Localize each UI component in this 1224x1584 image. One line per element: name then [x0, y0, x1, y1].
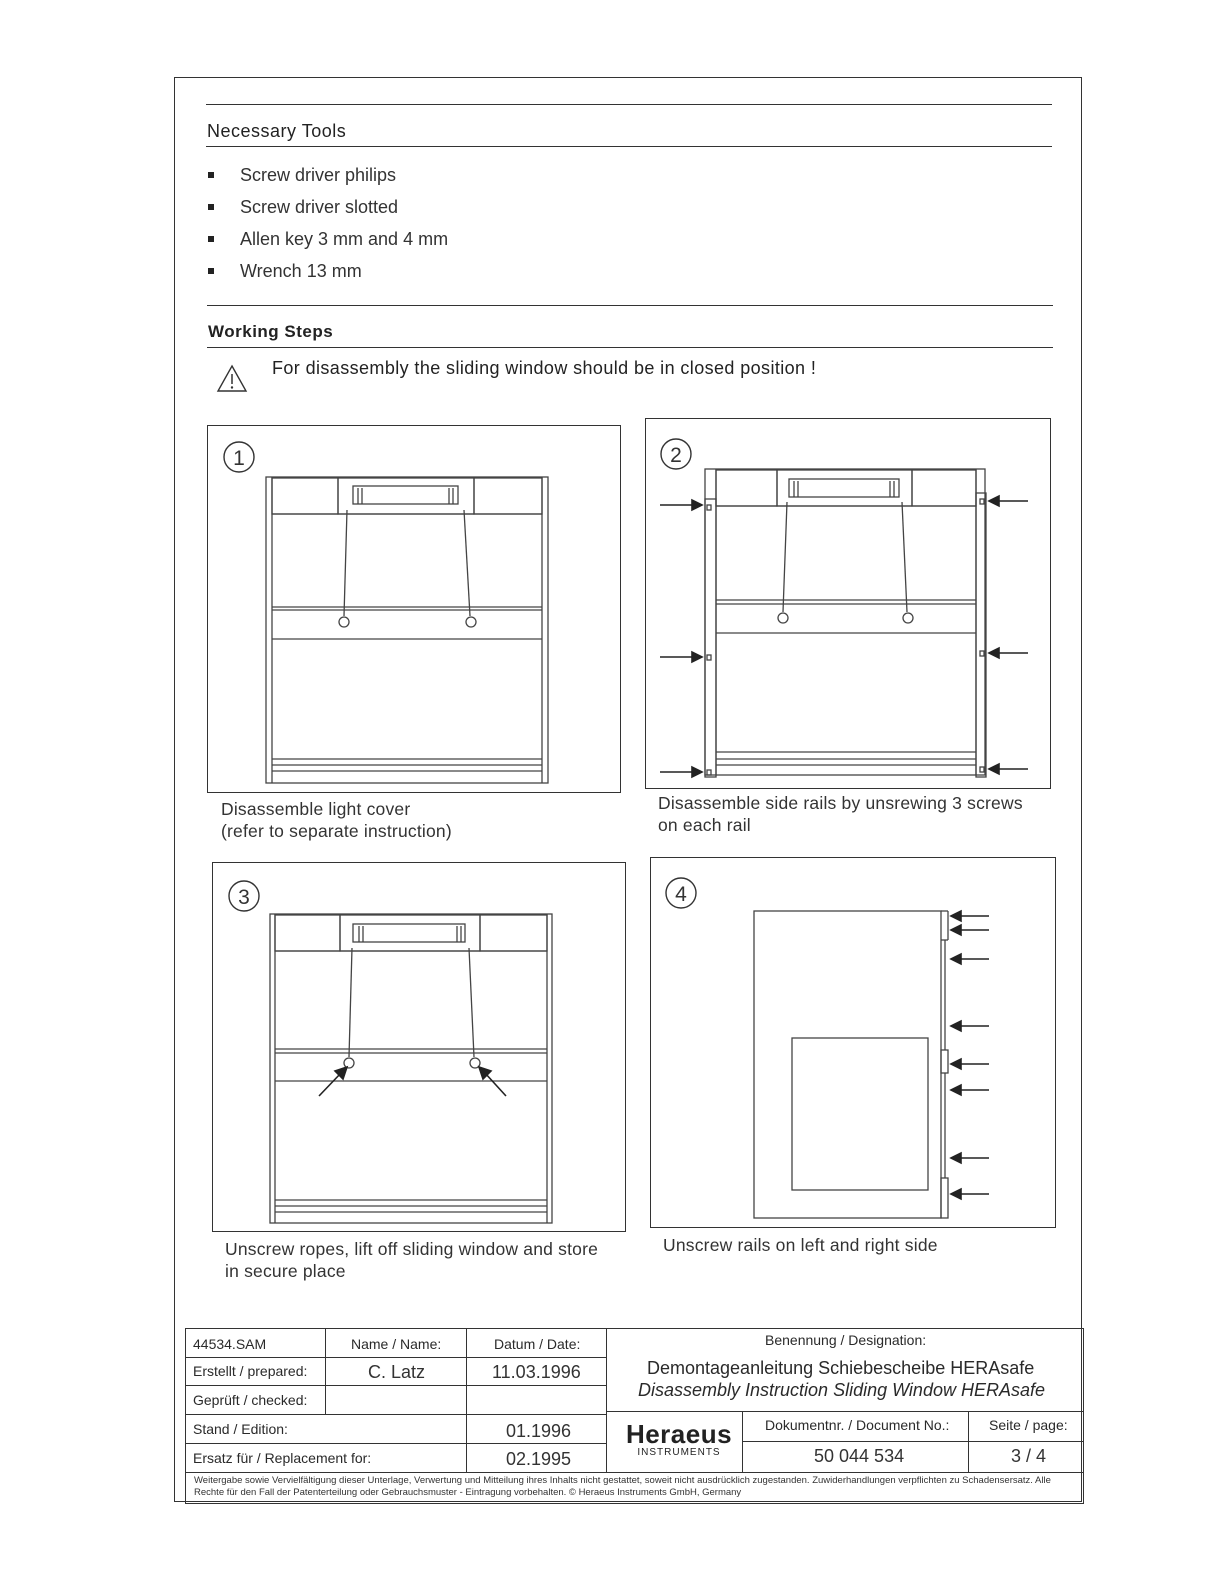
heraeus-logo: Heraeus INSTRUMENTS [625, 1419, 733, 1458]
prepared-name: C. Latz [368, 1362, 426, 1382]
legal-notice: Weitergabe sowie Vervielfältigung dieser Unterlage, Verwertung und Mitteilung ihres Inhalts nicht gestattet, soweit nicht ausdrücklich zugestanden. Zuwiderhandlungen verpflichten zu Schadensersatz. Alle Rechte für den Fall der Patenterteilung oder Gebrauchsmuster - Eintragung vorbehalten. © Heraeus Instruments GmbH, Germany [194, 1475, 1051, 1498]
date-header: Datum / Date: [494, 1336, 581, 1352]
bullet-icon [208, 172, 214, 178]
warning-icon [216, 364, 248, 394]
checked-label: Geprüft / checked: [193, 1392, 308, 1408]
step-1-caption: Disassemble light cover (refer to separate instruction) [221, 799, 452, 841]
edition-label: Stand / Edition: [193, 1421, 288, 1437]
title-block [185, 1328, 1084, 1504]
page-number: 3 / 4 [1011, 1446, 1047, 1466]
replacement-date: 02.1995 [506, 1449, 572, 1469]
list-item: Screw driver slotted [204, 195, 448, 227]
step-4-panel [650, 857, 1056, 1228]
bullet-icon [208, 204, 214, 210]
step-3-panel [212, 862, 626, 1232]
step-number: 4 [675, 883, 687, 906]
list-item: Wrench 13 mm [204, 259, 448, 291]
designation-header: Benennung / Designation: [765, 1332, 927, 1348]
steps-heading: Working Steps [208, 322, 334, 341]
document-number: 50 044 534 [814, 1446, 905, 1466]
docno-label: Dokumentnr. / Document No.: [765, 1417, 950, 1433]
page-label: Seite / page: [989, 1417, 1068, 1433]
warning-text: For disassembly the sliding window should be in closed position ! [272, 358, 817, 378]
designation-german: Demontageanleitung Schiebescheibe HERAsafe [647, 1358, 1035, 1378]
step-3-caption: Unscrew ropes, lift off sliding window and store in secure place [225, 1239, 599, 1281]
step-number: 2 [670, 444, 682, 467]
list-item: Allen key 3 mm and 4 mm [204, 227, 448, 259]
name-header: Name / Name: [351, 1336, 442, 1352]
step-2-diagram [646, 419, 1052, 790]
step-4-diagram [651, 858, 1057, 1229]
step-2-caption: Disassemble side rails by unsrewing 3 screws on each rail [658, 793, 1023, 835]
replacement-label: Ersatz für / Replacement for: [193, 1450, 372, 1466]
tools-top-rule [206, 104, 1052, 105]
step-number: 3 [238, 886, 250, 909]
steps-top-rule [207, 305, 1053, 306]
step-number: 1 [233, 447, 245, 470]
step-3-diagram [213, 863, 627, 1233]
step-1-diagram [208, 426, 622, 794]
tools-heading: Necessary Tools [207, 121, 347, 141]
tools-bottom-rule [206, 146, 1052, 147]
step-4-caption: Unscrew rails on left and right side [663, 1235, 938, 1255]
steps-bottom-rule [207, 347, 1053, 348]
bullet-icon [208, 268, 214, 274]
tools-list [204, 163, 448, 291]
list-item: Screw driver philips [204, 163, 448, 195]
edition-date: 01.1996 [506, 1421, 572, 1441]
step-2-panel [645, 418, 1051, 789]
designation-english: Disassembly Instruction Sliding Window HERAsafe [638, 1380, 1045, 1400]
step-1-panel [207, 425, 621, 793]
file-name: 44534.SAM [193, 1336, 267, 1352]
prepared-label: Erstellt / prepared: [193, 1363, 308, 1379]
prepared-date: 11.03.1996 [492, 1362, 581, 1382]
bullet-icon [208, 236, 214, 242]
